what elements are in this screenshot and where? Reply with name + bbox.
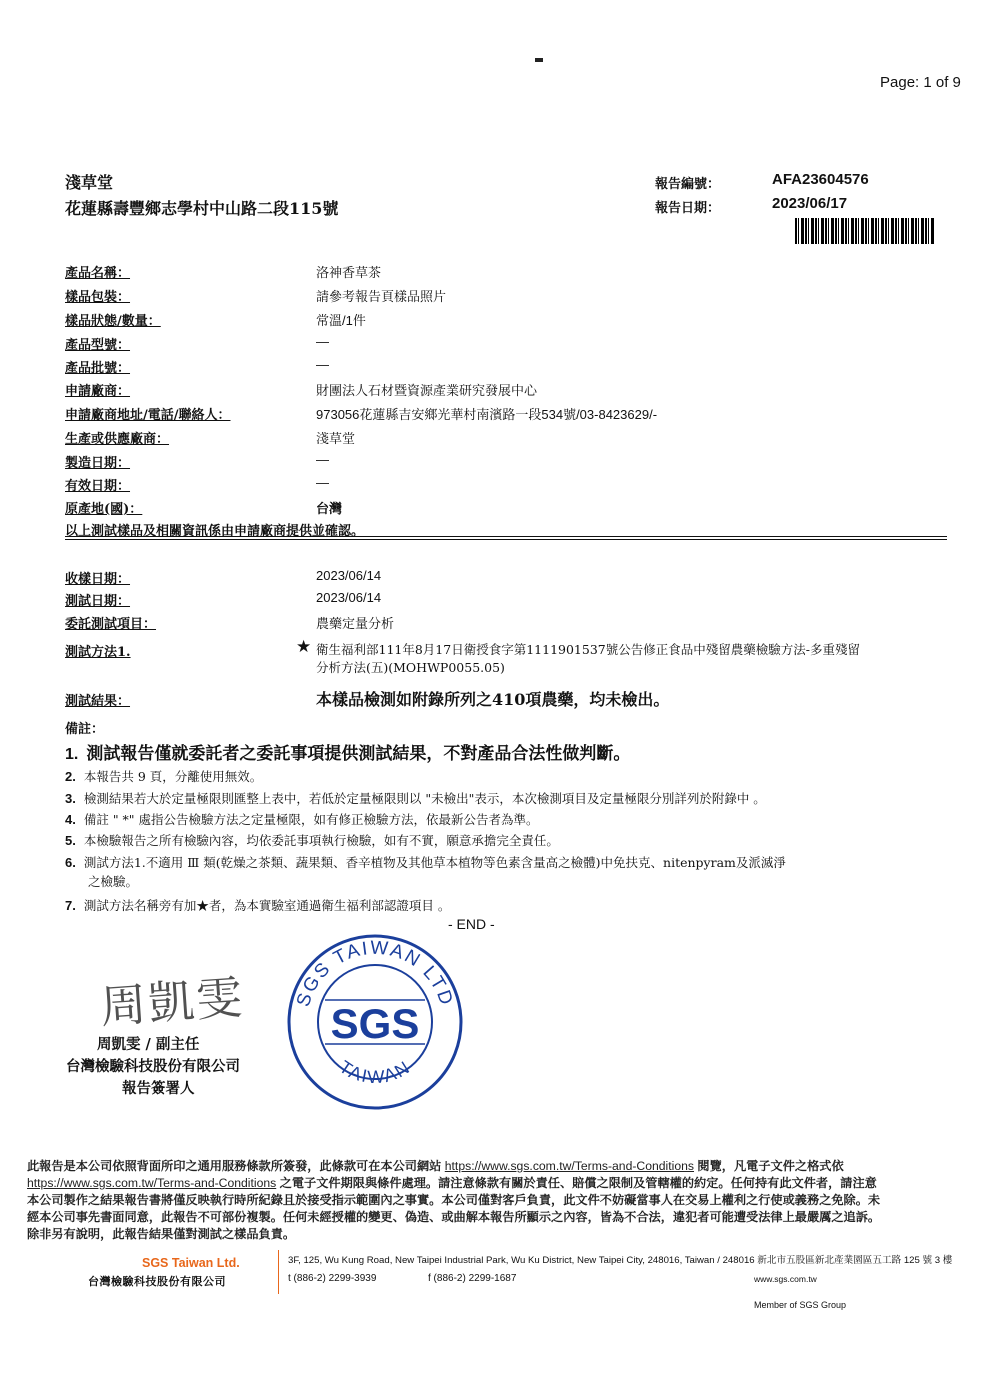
sgs-company-en: SGS Taiwan Ltd.	[142, 1256, 240, 1270]
field-label-manufacture-date: 製造日期：	[65, 456, 131, 471]
barcode	[795, 218, 935, 244]
divider-double	[65, 536, 947, 540]
footer-vertical-rule	[278, 1250, 279, 1294]
remark-2	[65, 767, 262, 785]
remark-1	[65, 739, 630, 764]
remark-7	[65, 896, 450, 914]
field-label-expiry-date: 有效日期：	[65, 479, 131, 494]
report-date: 2023/06/17	[772, 195, 848, 212]
sgs-fax: f (886-2) 2299-1687	[428, 1273, 517, 1284]
remark-5	[65, 831, 559, 849]
test-result-label: 測試結果：	[65, 694, 131, 709]
signatory-name-title: 周凱雯 / 副主任	[97, 1036, 200, 1053]
field-value-applicant-address: 973056花蓮縣吉安鄉光華村南濱路一段534號/03-8423629/-	[316, 407, 658, 422]
field-value-state-quantity: 常溫/1件	[316, 313, 366, 328]
field-value-received-date: 2023/06/14	[316, 568, 382, 583]
remark-3-text: 檢測結果若大於定量極限則匯整上表中，若低於定量極限則以 "未檢出"表示，本次檢測項目及定量極限分別詳列於附錄中 。	[83, 791, 766, 806]
footer-line-2	[27, 1175, 982, 1192]
field-label-state-quantity: 樣品狀態/數量：	[65, 314, 161, 329]
footer-line-1	[27, 1158, 982, 1175]
field-label-test-date: 測試日期：	[65, 594, 131, 609]
client-name: 淺草堂	[65, 173, 114, 192]
remark-3	[65, 789, 766, 807]
sgs-tel: t (886-2) 2299-3939	[288, 1273, 377, 1284]
remark-6-continued: 之檢驗。	[88, 874, 139, 889]
test-method-line2: 分析方法(五)(MOHWP0055.05)	[316, 660, 505, 675]
sgs-web[interactable]: www.sgs.com.tw	[754, 1274, 817, 1284]
remark-7-text: 測試方法名稱旁有加★者，為本實驗室通過衛生福利部認證項目 。	[83, 898, 451, 913]
field-label-test-item: 委託測試項目：	[65, 617, 157, 632]
confirmation-note: 以上測試樣品及相關資訊係由申請廠商提供並確認。	[65, 524, 365, 539]
remark-1-text: 測試報告僅就委託者之委託事項提供測試結果，不對產品合法性做判斷。	[86, 744, 631, 764]
seal-top-text: SGS TAIWAN LTD	[292, 937, 458, 1010]
field-label-packaging: 樣品包裝：	[65, 290, 131, 305]
field-label-batch: 產品批號：	[65, 361, 131, 376]
field-value-manufacturer: 淺草堂	[316, 431, 356, 446]
sgs-address: 3F, 125, Wu Kung Road, New Taipei Industrial Park, Wu Ku District, New Taipei City, 248016, Taiwan / 248016 新北市五股區新北產業園區五工路 125 號 3 樓	[288, 1255, 953, 1266]
field-value-product-name: 洛神香草茶	[316, 265, 382, 280]
test-method-line1: 衛生福利部111年8月17日衛授食字第1111901537號公告修正食品中殘留農藥檢驗方法-多重殘留	[316, 642, 860, 657]
signatory-company: 台灣檢驗科技股份有限公司	[66, 1058, 240, 1075]
top-mark	[535, 58, 543, 62]
remark-7-num: 7.	[65, 898, 76, 913]
remark-5-text: 本檢驗報告之所有檢驗內容，均依委託事項執行檢驗，如有不實，願意承擔完全責任。	[83, 833, 559, 848]
field-label-received-date: 收樣日期：	[65, 572, 131, 587]
remark-3-num: 3.	[65, 791, 76, 806]
terms-link-1[interactable]: https://www.sgs.com.tw/Terms-and-Conditions	[444, 1159, 695, 1173]
accreditation-star-icon: ★	[296, 637, 312, 657]
field-value-packaging: 請參考報告頁樣品照片	[316, 289, 447, 304]
field-label-applicant-address: 申請廠商地址/電話/聯絡人：	[65, 408, 231, 423]
remark-6	[65, 853, 786, 871]
remark-6-text: 測試方法1.不適用 Ⅲ 類(乾燥之茶類、蔬果類、香辛植物及其他草本植物等色素含量高之檢體)中免扶克、nitenpyram及派滅淨	[83, 855, 786, 870]
sgs-seal	[285, 932, 465, 1112]
remark-4	[65, 810, 539, 828]
remark-6-num: 6.	[65, 855, 76, 870]
report-date-label: 報告日期：	[655, 201, 721, 216]
signatory-role: 報告簽署人	[122, 1080, 195, 1097]
footer-line-1-after: 閱覽，凡電子文件之格式依	[694, 1159, 844, 1173]
footer-line-5: 除非另有說明，此報告結果僅對測試之樣品負責。	[27, 1227, 296, 1241]
footer-line-2-after: 之電子文件期限與條件處理。請注意條款有關於責任、賠償之限制及管轄權的約定。任何持有此文件者，請注意	[276, 1176, 877, 1190]
page-indicator: Page: 1 of 9	[880, 74, 961, 91]
footer-line-1-text: 此報告是本公司依照背面所印之通用服務條款所簽發，此條款可在本公司網站	[27, 1159, 445, 1173]
footer-disclaimer	[27, 1158, 982, 1243]
field-value-model: —	[316, 334, 329, 349]
remark-5-num: 5.	[65, 833, 76, 848]
footer-line-3: 本公司製作之結果報告書將僅反映執行時所紀錄且於接受指示範圍內之事實。本公司僅對客戶負責，此文件不妨礙當事人在交易上權利之行使或義務之免除。未	[27, 1193, 881, 1207]
test-result-value: 本樣品檢測如附錄所列之410項農藥，均未檢出。	[316, 690, 670, 709]
field-label-product-name: 產品名稱：	[65, 266, 131, 281]
field-label-manufacturer: 生產或供應廠商：	[65, 432, 170, 447]
report-number-label: 報告編號：	[655, 177, 721, 192]
field-value-origin: 台灣	[316, 501, 343, 516]
field-label-applicant: 申請廠商：	[65, 384, 131, 399]
handwritten-signature: 周凱雯	[98, 970, 246, 1034]
remark-4-text: 備註 " *" 處指公告檢驗方法之定量極限，如有修正檢驗方法，依最新公告者為準。	[83, 812, 539, 827]
remark-2-num: 2.	[65, 769, 76, 784]
test-method-label: 測試方法1.	[65, 645, 131, 660]
field-value-applicant: 財團法人石材暨資源產業研究發展中心	[316, 383, 538, 398]
field-value-test-item: 農藥定量分析	[316, 617, 395, 632]
footer-line-4: 經本公司事先書面同意，此報告不可部份複製。任何未經授權的變更、偽造、或曲解本報告所顯示之內容，皆為不合法，違犯者可能遭受法律上最嚴厲之追訴。	[27, 1210, 881, 1224]
field-value-test-date: 2023/06/14	[316, 590, 382, 605]
remarks-title: 備註：	[65, 722, 105, 737]
field-label-model: 產品型號：	[65, 338, 131, 353]
remark-2-text: 本報告共 9 頁，分離使用無效。	[83, 769, 263, 784]
seal-center-text: SGS	[330, 1000, 420, 1047]
terms-link-2[interactable]: https://www.sgs.com.tw/Terms-and-Conditions	[27, 1176, 277, 1190]
seal-bottom-text: TAIWAN	[335, 1056, 415, 1088]
field-value-expiry-date: —	[316, 475, 329, 490]
client-address: 花蓮縣壽豐鄉志學村中山路二段115號	[65, 199, 339, 218]
sgs-member: Member of SGS Group	[754, 1300, 847, 1310]
field-value-manufacture-date: —	[316, 452, 329, 467]
field-label-origin: 原產地(國)：	[65, 502, 143, 517]
end-marker: - END -	[448, 916, 495, 932]
sgs-company-zh: 台灣檢驗科技股份有限公司	[88, 1275, 226, 1288]
remark-4-num: 4.	[65, 812, 76, 827]
field-value-batch: —	[316, 357, 329, 372]
remark-1-num: 1.	[65, 746, 79, 763]
report-number: AFA23604576	[772, 171, 869, 188]
